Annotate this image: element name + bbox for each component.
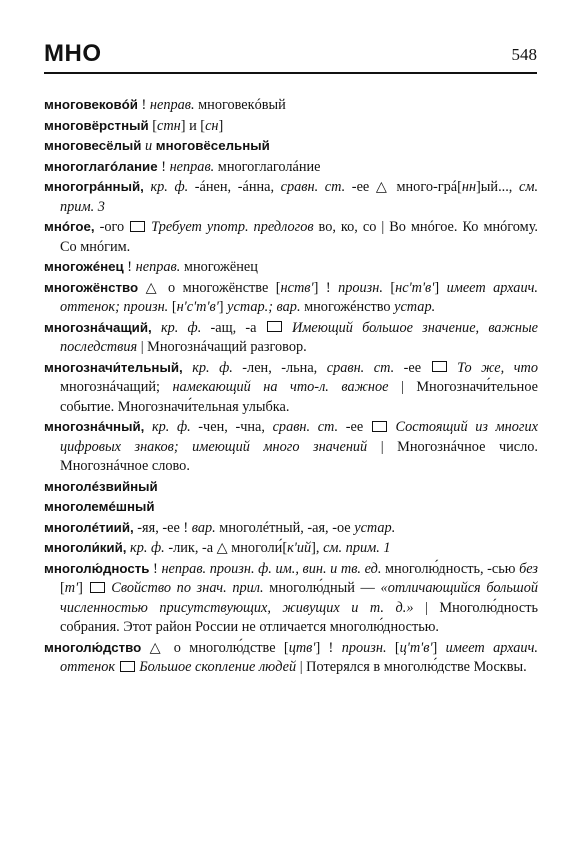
entry-text: многожéнство bbox=[300, 299, 395, 315]
entry-italic-text: н'с'т'в' bbox=[176, 299, 219, 315]
entry-italic-text: нств' bbox=[280, 279, 314, 296]
entry-italic-text: неправ. bbox=[149, 97, 195, 113]
entry-text: -ее bbox=[394, 359, 431, 376]
entry-italic-text: имеет архаич. оттенок; произн. bbox=[60, 279, 538, 315]
entry-italic-text: нн bbox=[461, 179, 477, 195]
page-number: 548 bbox=[511, 45, 537, 64]
entry-headword: многовесёлый bbox=[44, 138, 142, 153]
entry-text: | Многознáчащий разговор. bbox=[137, 339, 307, 355]
dictionary-entry bbox=[44, 518, 538, 539]
entry-headword: многогрáнный, bbox=[44, 179, 144, 194]
entry-headword: многознáчащий, bbox=[44, 319, 152, 335]
entry-italic-text: к'ий bbox=[287, 540, 312, 556]
definition-box-icon bbox=[130, 221, 145, 232]
entry-italic-text: стн bbox=[156, 117, 181, 134]
dictionary-entry bbox=[44, 136, 538, 157]
entry-italic-text: см. прим. 3 bbox=[60, 179, 539, 215]
entry-text bbox=[152, 320, 161, 336]
entry-italic-text: Требует употр. предлогов bbox=[151, 219, 314, 235]
entries-list bbox=[44, 95, 538, 678]
entry-headword: многолéзвийный bbox=[44, 478, 158, 494]
dictionary-entry bbox=[44, 318, 538, 358]
entry-text: [ bbox=[382, 279, 396, 296]
entry-text: -ащ, -а bbox=[201, 319, 266, 336]
entry-text: многолю́дный — bbox=[263, 580, 381, 596]
entry-italic-text: Имеющий большое значение, важные последствия bbox=[60, 319, 539, 355]
entry-text: многолéтный, -ая, -ое bbox=[215, 519, 355, 536]
entry-italic-text: и bbox=[141, 138, 156, 154]
definition-box-icon bbox=[372, 421, 387, 432]
entry-italic-text: вар. bbox=[191, 519, 216, 536]
entry-headword: многовёсельный bbox=[155, 138, 270, 153]
entry-text: ] bbox=[218, 299, 228, 315]
entry-text bbox=[144, 419, 152, 435]
entry-headword: многовековóй bbox=[44, 97, 138, 112]
entry-italic-text: сн bbox=[205, 117, 219, 134]
definition-box-icon bbox=[267, 321, 282, 332]
entry-text bbox=[115, 659, 119, 675]
entry-text: -чен, -чна, bbox=[190, 419, 273, 435]
entry-headword: многолéтиий, bbox=[44, 519, 134, 535]
definition-box-icon bbox=[120, 661, 135, 672]
entry-italic-text: Состоящий из многих цифровых знаков; имеющий много значений bbox=[60, 419, 538, 455]
entry-text: ] bbox=[432, 639, 446, 656]
entry-text: ] ! bbox=[315, 639, 342, 656]
entry-headword: многолемéшный bbox=[44, 499, 155, 514]
entry-headword: мнóгое, bbox=[44, 219, 95, 234]
entry-italic-text: имеет архаич. оттенок bbox=[60, 639, 538, 675]
entry-italic-text: устар. bbox=[394, 299, 436, 315]
entry-headword: многозначи́тельный, bbox=[44, 359, 183, 375]
entry-italic-text: Свойство по знач. прил. bbox=[111, 580, 264, 596]
entry-italic-text: сравн. ст. bbox=[272, 419, 339, 435]
entry-italic-text: неправ. bbox=[169, 158, 215, 175]
definition-box-icon bbox=[90, 582, 105, 593]
definition-box-icon bbox=[432, 361, 447, 372]
entry-italic-text: кр. ф. bbox=[192, 359, 233, 376]
entry-text: -ого bbox=[94, 219, 130, 235]
entry-italic-text: произн. bbox=[341, 639, 387, 656]
dictionary-entry bbox=[44, 477, 538, 498]
entry-italic-text: «отличающийся большой численностью присутствующих, живущих и т. д.» bbox=[60, 580, 538, 616]
entry-text: во, ко, со | Во мнóгое. Ко мнóгому. Со мнóгим. bbox=[60, 219, 539, 255]
entry-text: ] bbox=[218, 117, 224, 134]
entry-italic-text: нс'т'в' bbox=[395, 279, 435, 296]
entry-italic-text: т' bbox=[64, 580, 79, 596]
dictionary-entry bbox=[44, 559, 538, 638]
entry-italic-text: кр. ф. bbox=[130, 540, 165, 556]
entry-text: | Потерялся в многолю́дстве Москвы. bbox=[296, 659, 527, 675]
entry-italic-text: сравн. ст. bbox=[280, 179, 346, 195]
entry-text: ], bbox=[311, 540, 324, 556]
dictionary-entry bbox=[44, 177, 538, 217]
dictionary-entry bbox=[44, 95, 538, 116]
entry-italic-text: произн. bbox=[338, 279, 383, 296]
entry-text: -ее bbox=[338, 419, 371, 435]
running-headword: МНО bbox=[44, 40, 102, 67]
entry-text: -ее △ много-грá[ bbox=[345, 179, 462, 195]
entry-italic-text: То же, что bbox=[457, 359, 538, 376]
dictionary-entry bbox=[44, 116, 538, 137]
entry-italic-text: устар. bbox=[354, 519, 396, 536]
dictionary-entry bbox=[44, 497, 538, 518]
entry-text: -лен, -льна, bbox=[232, 359, 327, 376]
entry-headword: многожéнец bbox=[44, 259, 124, 274]
dictionary-entry bbox=[44, 278, 538, 318]
entry-text: | Многолю́дность собрания. Этот район России не отличается многолю́дностью. bbox=[60, 599, 538, 635]
entry-text: ] bbox=[78, 580, 89, 596]
entry-text: [ bbox=[168, 299, 177, 315]
dictionary-entry bbox=[44, 417, 538, 477]
entry-text: ]ый..., bbox=[476, 179, 519, 195]
entry-text: △ о многолю́дстве [ bbox=[141, 639, 289, 656]
entry-italic-text: Большое скопление людей bbox=[139, 659, 297, 675]
entry-headword: многолю́дство bbox=[44, 639, 142, 655]
entry-text: многовекóвый bbox=[194, 97, 286, 113]
entry-headword: многожёнство bbox=[44, 279, 139, 295]
entry-text: ] bbox=[434, 279, 447, 296]
dictionary-entry bbox=[44, 358, 538, 418]
entry-text: [ bbox=[148, 117, 157, 134]
entry-text: -яя, -ее ! bbox=[133, 519, 192, 536]
dictionary-entry bbox=[44, 257, 538, 278]
entry-text: | Многозначи́тельное событие. Многозначи́тельная улыбка. bbox=[60, 379, 538, 415]
entry-text bbox=[183, 360, 193, 376]
dictionary-entry bbox=[44, 217, 538, 257]
entry-text: ] и [ bbox=[180, 117, 206, 134]
entry-text: ! bbox=[137, 97, 150, 113]
entry-italic-text: цтв' bbox=[288, 639, 316, 656]
entry-headword: многознáчный, bbox=[44, 419, 145, 434]
dictionary-entry bbox=[44, 538, 538, 559]
entry-text: | Многознáчное число. Многознáчное слово. bbox=[60, 438, 538, 474]
entry-text: многоглаголáние bbox=[214, 158, 321, 175]
entry-text: △ о многожёнстве [ bbox=[138, 279, 281, 296]
entry-headword: многолю́дность bbox=[44, 560, 150, 576]
page-header bbox=[44, 40, 537, 74]
entry-italic-text: кр. ф. bbox=[151, 419, 191, 435]
entry-italic-text: намекающий на что-л. важное bbox=[172, 379, 389, 395]
entry-text: многолю́дность, -сью bbox=[381, 560, 520, 577]
entry-italic-text: неправ. bbox=[135, 259, 181, 275]
dictionary-entry bbox=[44, 157, 538, 178]
entry-text: -лик, -а △ многоли́[ bbox=[164, 540, 288, 556]
entry-italic-text: без bbox=[519, 560, 538, 577]
entry-headword: многовёрстный bbox=[44, 117, 149, 133]
entry-text bbox=[448, 360, 458, 376]
entry-text: многожёнец bbox=[180, 259, 258, 275]
entry-text: -áнен, -áнна, bbox=[188, 179, 281, 195]
entry-text: ! bbox=[149, 560, 162, 577]
entry-italic-text: см. прим. 1 bbox=[323, 540, 391, 556]
entry-italic-text: ц'т'в' bbox=[399, 639, 433, 656]
entry-text: [ bbox=[60, 580, 65, 596]
entry-italic-text: неправ. произн. ф. им., вин. и тв. ед. bbox=[161, 560, 382, 577]
entry-headword: многоглагóлание bbox=[44, 158, 158, 174]
entry-italic-text: кр. ф. bbox=[160, 319, 202, 336]
entry-headword: многоли́кий, bbox=[44, 540, 127, 555]
entry-italic-text: кр. ф. bbox=[150, 179, 189, 195]
entry-text: многознáчащий; bbox=[60, 379, 173, 395]
entry-italic-text: устар.; вар. bbox=[227, 299, 301, 315]
entry-italic-text: сравн. ст. bbox=[326, 359, 395, 376]
dictionary-entry bbox=[44, 638, 538, 678]
entry-text: ! bbox=[157, 158, 170, 175]
entry-text: ] ! bbox=[313, 279, 339, 296]
entry-text bbox=[283, 320, 292, 336]
entry-text: [ bbox=[386, 639, 400, 656]
entry-text: ! bbox=[123, 259, 136, 275]
